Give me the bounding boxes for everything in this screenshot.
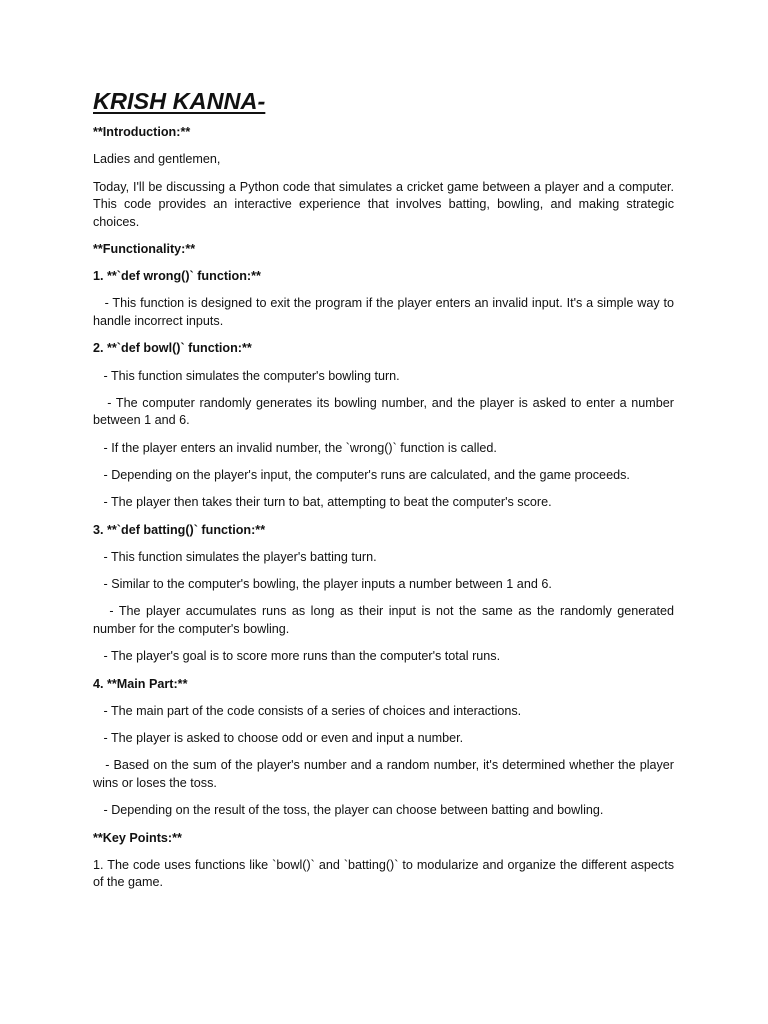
bullet-batting-2: - Similar to the computer's bowling, the player inputs a number between 1 and 6. (93, 577, 552, 592)
heading-wrong-function: 1. **`def wrong()` function:** (93, 269, 261, 284)
heading-bowl-function: 2. **`def bowl()` function:** (93, 341, 252, 356)
bullet-main-2: - The player is asked to choose odd or even and input a number. (93, 731, 464, 746)
bullet-main-1: - The main part of the code consists of a series of choices and interactions. (93, 703, 522, 718)
heading-functionality: **Functionality:** (93, 241, 196, 256)
bullet-bowl-5: - The player then takes their turn to bat, attempting to beat the computer's score. (93, 495, 552, 510)
bullet-wrong-1: - This function is designed to exit the program if the player enters an invalid input. It's a simple way to handle incorrect inputs. (93, 296, 678, 328)
document-title: KRISH KANNA- (93, 88, 266, 114)
bullet-bowl-4: - Depending on the player's input, the computer's runs are calculated, and the game proceeds. (93, 467, 630, 482)
bullet-main-4: - Depending on the result of the toss, the player can choose between batting and bowling. (93, 803, 604, 818)
heading-key-points: **Key Points:** (93, 830, 182, 845)
bullet-batting-4: - The player's goal is to score more runs than the computer's total runs. (93, 649, 501, 664)
key-point-1: 1. The code uses functions like `bowl()` and `batting()` to modularize and organize the different aspects of the game. (93, 857, 674, 890)
bullet-bowl-2: - The computer randomly generates its bowling number, and the player is asked to enter a number between 1 and 6. (93, 395, 678, 428)
heading-main-part: 4. **Main Part:** (93, 676, 188, 691)
paragraph-greeting: Ladies and gentlemen, (93, 152, 221, 167)
heading-batting-function: 3. **`def batting()` function:** (93, 522, 266, 537)
document-page (93, 86, 678, 902)
heading-introduction: **Introduction:** (93, 125, 191, 139)
bullet-bowl-1: - This function simulates the computer's bowling turn. (93, 368, 400, 383)
bullet-batting-1: - This function simulates the player's batting turn. (93, 549, 377, 564)
paragraph-intro-body: Today, I'll be discussing a Python code that simulates a cricket game between a player and a computer. This code provides an interactive experience that involves batting, bowling, and making strategic choices. (93, 179, 674, 229)
bullet-main-3: - Based on the sum of the player's number and a random number, it's determined whether the player wins or loses the toss. (93, 758, 678, 790)
bullet-batting-3: - The player accumulates runs as long as their input is not the same as the randomly generated number for the computer's bowling. (93, 604, 678, 636)
bullet-bowl-3: - If the player enters an invalid number, the `wrong()` function is called. (93, 440, 497, 455)
